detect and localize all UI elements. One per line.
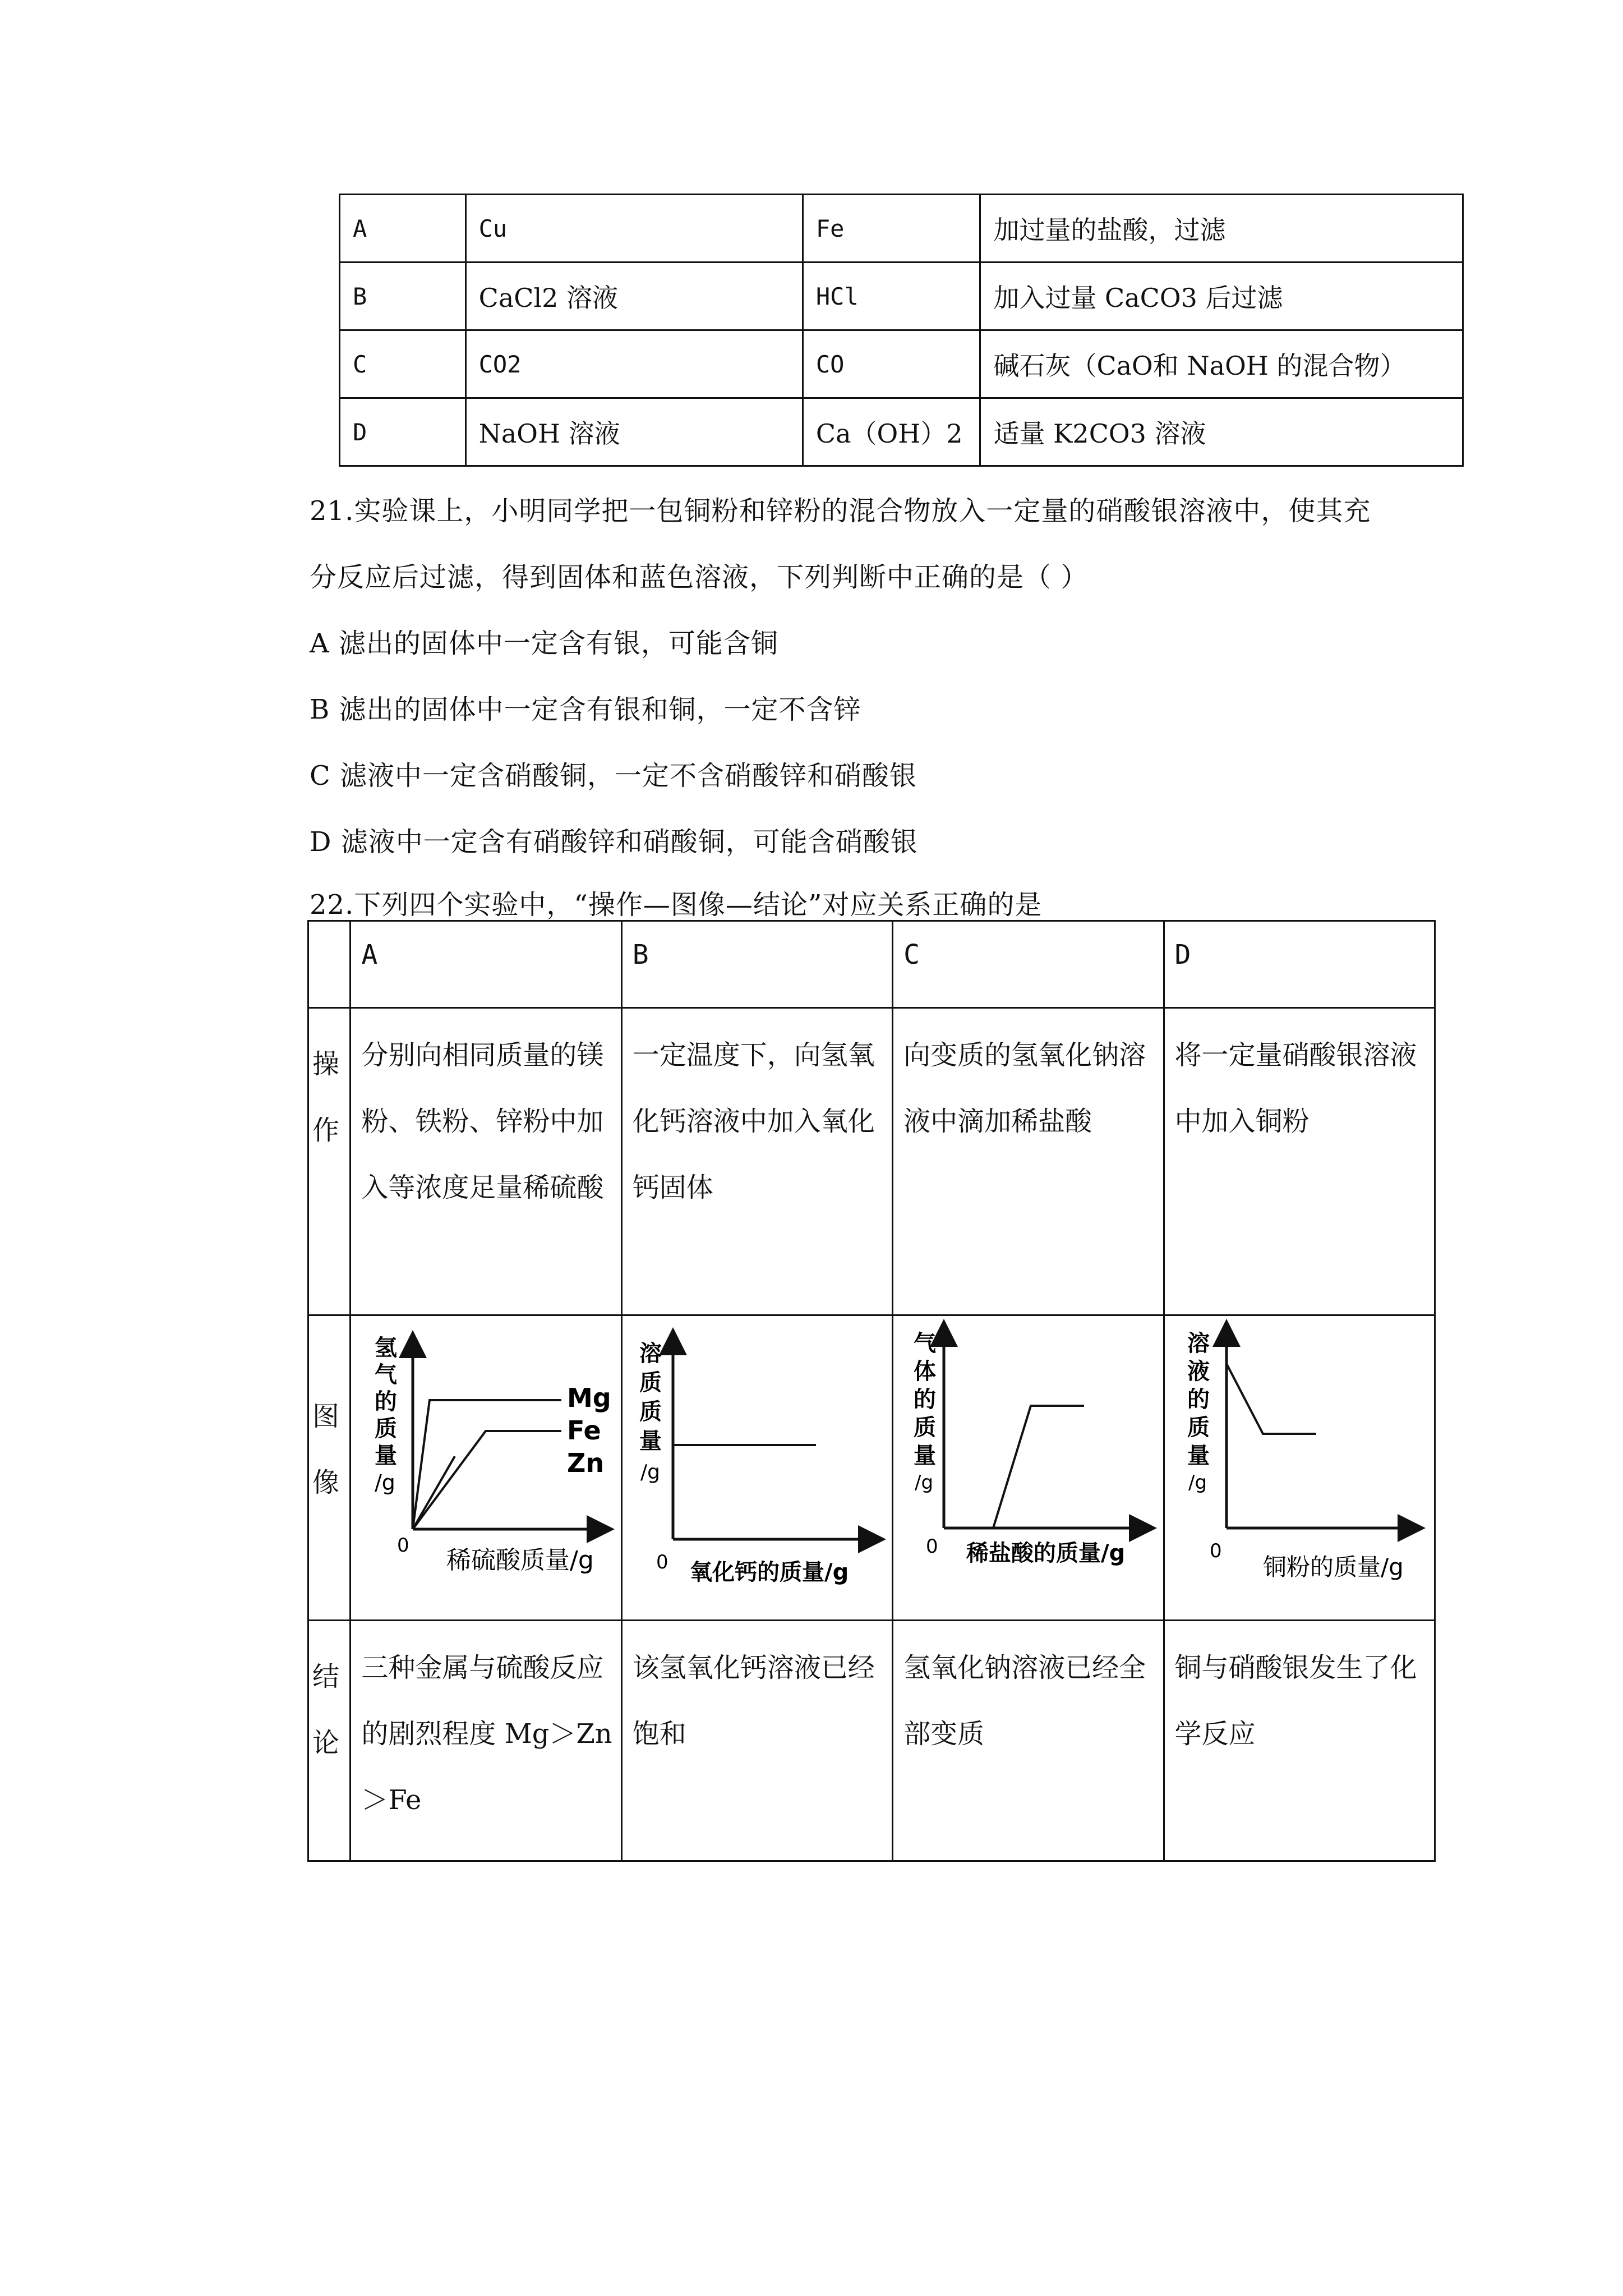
- q21-option-c: C 滤液中一定含硝酸铜，一定不含硝酸锌和硝酸银: [310, 760, 917, 792]
- table-row: [340, 398, 1463, 466]
- table-header-row: [308, 921, 1435, 1008]
- ylabel-char: 量: [914, 1443, 937, 1469]
- xlabel: 铜粉的质量/g: [1262, 1553, 1404, 1581]
- conclusion-row: [308, 1621, 1435, 1861]
- option-label: D: [340, 398, 466, 466]
- origin-label: 0: [1209, 1540, 1222, 1562]
- substance-cell: CO2: [465, 330, 803, 398]
- operation-b: 一定温度下，向氢氧化钙溶液中加入氧化钙固体: [632, 1039, 875, 1203]
- method-cell: 加过量的盐酸，过滤: [980, 195, 1463, 263]
- corner-cell: [308, 921, 351, 1008]
- experiment-table: [307, 920, 1436, 1862]
- graph-row: [308, 1315, 1435, 1621]
- impurity-cell: HCl: [803, 263, 980, 330]
- origin-label: 0: [656, 1551, 668, 1573]
- operation-c: 向变质的氢氧化钠溶液中滴加稀盐酸: [903, 1039, 1146, 1137]
- impurity-cell: CO: [803, 330, 980, 398]
- conclusion-b: 该氢氧化钙溶液已经饱和: [632, 1652, 875, 1750]
- impurity-cell: Fe: [803, 195, 980, 263]
- series-line: [1227, 1364, 1316, 1434]
- operation-row: [308, 1008, 1435, 1315]
- method-cell: 碱石灰（CaO和 NaOH 的混合物）: [980, 330, 1463, 398]
- xlabel: 氧化钙的质量/g: [689, 1559, 849, 1585]
- ylabel-char: 溶: [639, 1341, 662, 1366]
- ylabel-char: 的: [375, 1389, 398, 1415]
- q21-stem-line2: 分反应后过滤，得到固体和蓝色溶液，下列判断中正确的是（ ）: [310, 562, 1089, 593]
- ylabel-char: 量: [375, 1443, 398, 1469]
- q22-stem: 22.下列四个实验中，“操作—图像—结论”对应关系正确的是: [310, 889, 1043, 921]
- table-row: [340, 195, 1463, 263]
- substance-cell: CaCl2 溶液: [465, 263, 803, 330]
- ylabel-char: 的: [914, 1387, 937, 1412]
- ylabel-char: 质: [1187, 1415, 1210, 1441]
- q21-stem-line1: 21.实验课上，小明同学把一包铜粉和锌粉的混合物放入一定量的硝酸银溶液中，使其充: [310, 495, 1371, 527]
- impurity-cell: Ca（OH）2: [803, 398, 980, 466]
- q21-option-d: D 滤液中一定含有硝酸锌和硝酸铜，可能含硝酸银: [310, 826, 918, 858]
- xlabel: 稀硫酸质量/g: [446, 1546, 594, 1575]
- series-line: [944, 1406, 1084, 1528]
- row-label-operation: 操作: [312, 1048, 340, 1146]
- series-mg-line: [413, 1400, 561, 1529]
- method-cell: 适量 K2CO3 溶液: [980, 398, 1463, 466]
- ylabel-char: 质: [375, 1416, 398, 1442]
- origin-label: 0: [397, 1534, 409, 1557]
- option-label: A: [340, 195, 466, 263]
- ylabel-unit: /g: [375, 1470, 396, 1495]
- ylabel-char: 气: [914, 1331, 937, 1356]
- graph-a: [351, 1316, 616, 1595]
- ylabel-unit: /g: [1188, 1471, 1207, 1494]
- method-cell: 加入过量 CaCO3 后过滤: [980, 263, 1463, 330]
- series-label-fe: Fe: [567, 1415, 602, 1446]
- ylabel-char: 量: [639, 1428, 662, 1454]
- ylabel-char: 液: [1187, 1359, 1210, 1384]
- reagent-table: [339, 194, 1464, 467]
- ylabel-char: 溶: [1187, 1331, 1210, 1356]
- q21-option-b: B 滤出的固体中一定含有银和铜，一定不含锌: [310, 694, 861, 725]
- ylabel-unit: /g: [640, 1461, 660, 1484]
- graph-c: [893, 1316, 1158, 1595]
- ylabel-char: 气: [375, 1362, 398, 1388]
- ylabel-unit: /g: [915, 1471, 934, 1494]
- substance-cell: Cu: [465, 195, 803, 263]
- q21-option-a: A 滤出的固体中一定含有银，可能含铜: [310, 628, 778, 659]
- option-label: C: [340, 330, 466, 398]
- row-label-graph: 图像: [312, 1401, 340, 1498]
- ylabel-char: 质: [914, 1415, 937, 1441]
- ylabel-char: 氢: [375, 1335, 398, 1361]
- conclusion-a: 三种金属与硫酸反应的剧烈程度 Mg＞Zn＞Fe: [361, 1652, 612, 1816]
- conclusion-d: 铜与硝酸银发生了化学反应: [1174, 1652, 1417, 1750]
- option-label: B: [340, 263, 466, 330]
- ylabel-char: 量: [1187, 1443, 1210, 1469]
- table-row: [340, 263, 1463, 330]
- header-c: C: [893, 921, 1164, 1008]
- operation-a: 分别向相同质量的镁粉、铁粉、锌粉中加入等浓度足量稀硫酸: [361, 1039, 604, 1203]
- ylabel-char: 质: [639, 1399, 662, 1425]
- table-row: [340, 330, 1463, 398]
- series-zn-line: [413, 1456, 455, 1529]
- series-fe-line: [413, 1431, 561, 1529]
- origin-label: 0: [926, 1535, 938, 1558]
- substance-cell: NaOH 溶液: [465, 398, 803, 466]
- header-b: B: [621, 921, 892, 1008]
- header-d: D: [1164, 921, 1435, 1008]
- graph-d: [1165, 1316, 1430, 1595]
- xlabel: 稀盐酸的质量/g: [966, 1540, 1126, 1566]
- operation-d: 将一定量硝酸银溶液中加入铜粉: [1174, 1039, 1417, 1137]
- ylabel-char: 体: [914, 1359, 937, 1384]
- row-label-conclusion: 结论: [312, 1661, 340, 1759]
- conclusion-c: 氢氧化钠溶液已经全部变质: [903, 1652, 1146, 1750]
- ylabel-char: 的: [1187, 1387, 1210, 1412]
- series-label-mg: Mg: [567, 1383, 612, 1413]
- header-a: A: [351, 921, 621, 1008]
- graph-b: [623, 1316, 887, 1595]
- ylabel-char: 质: [639, 1370, 662, 1396]
- series-label-zn: Zn: [567, 1448, 605, 1478]
